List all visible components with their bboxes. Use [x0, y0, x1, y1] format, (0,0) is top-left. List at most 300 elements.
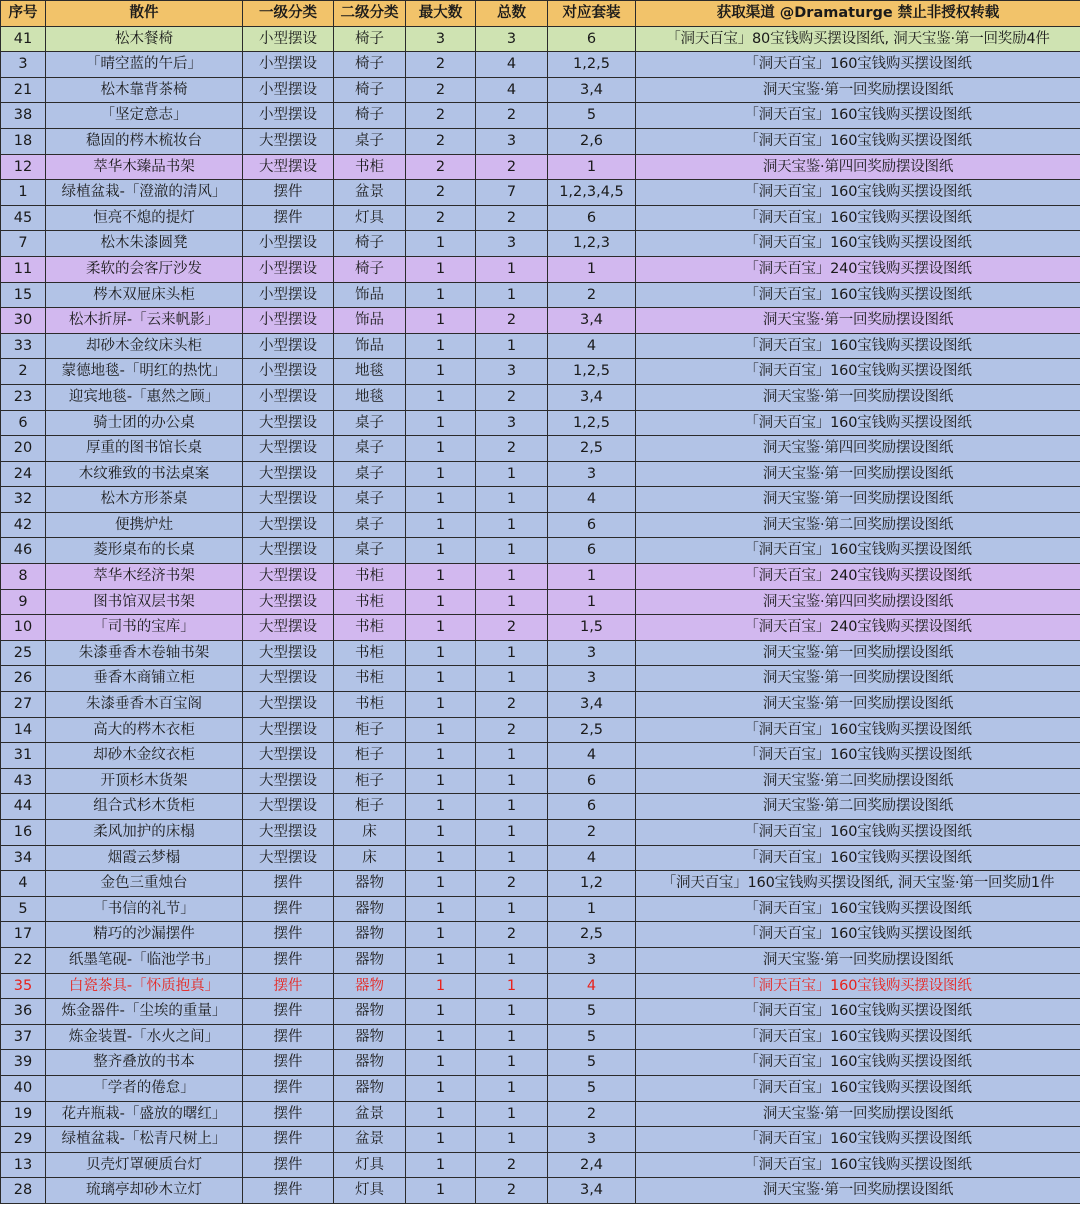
- cell-sets: 5: [548, 103, 636, 129]
- cell-category-2: 器物: [334, 1050, 406, 1076]
- cell-index: 43: [1, 768, 46, 794]
- cell-category-1: 摆件: [243, 999, 334, 1025]
- cell-sets: 3,4: [548, 692, 636, 718]
- cell-sets: 3: [548, 666, 636, 692]
- cell-sets: 3: [548, 1127, 636, 1153]
- cell-index: 36: [1, 999, 46, 1025]
- table-row: [1, 128, 1080, 154]
- cell-index: 17: [1, 922, 46, 948]
- cell-category-1: 小型摆设: [243, 333, 334, 359]
- cell-sets: 3: [548, 461, 636, 487]
- cell-index: 35: [1, 973, 46, 999]
- cell-category-2: 书柜: [334, 640, 406, 666]
- table-row: [1, 947, 1080, 973]
- table-row: [1, 666, 1080, 692]
- cell-category-1: 摆件: [243, 973, 334, 999]
- table-row: [1, 896, 1080, 922]
- table-row: [1, 180, 1080, 206]
- cell-item: 组合式杉木货柜: [46, 794, 243, 820]
- cell-total: 3: [476, 26, 548, 52]
- cell-sets: 1,2,5: [548, 410, 636, 436]
- cell-source: 「洞天百宝」160宝钱购买摆设图纸: [636, 538, 1080, 564]
- cell-max-count: 2: [406, 154, 476, 180]
- cell-index: 41: [1, 26, 46, 52]
- cell-sets: 5: [548, 1050, 636, 1076]
- cell-category-1: 大型摆设: [243, 615, 334, 641]
- cell-max-count: 1: [406, 231, 476, 257]
- cell-category-2: 器物: [334, 1024, 406, 1050]
- cell-item: 萃华木经济书架: [46, 564, 243, 590]
- table-row: [1, 717, 1080, 743]
- cell-index: 45: [1, 205, 46, 231]
- cell-total: 2: [476, 205, 548, 231]
- table-row: [1, 512, 1080, 538]
- cell-max-count: 1: [406, 384, 476, 410]
- cell-index: 10: [1, 615, 46, 641]
- cell-total: 2: [476, 871, 548, 897]
- cell-item: 金色三重烛台: [46, 871, 243, 897]
- cell-index: 30: [1, 308, 46, 334]
- cell-category-1: 小型摆设: [243, 103, 334, 129]
- cell-category-1: 小型摆设: [243, 52, 334, 78]
- cell-category-1: 大型摆设: [243, 794, 334, 820]
- cell-source: 「洞天百宝」160宝钱购买摆设图纸: [636, 820, 1080, 846]
- cell-total: 1: [476, 999, 548, 1025]
- cell-index: 19: [1, 1101, 46, 1127]
- cell-item: 白瓷茶具-「怀质抱真」: [46, 973, 243, 999]
- cell-source: 洞天宝鉴·第四回奖励摆设图纸: [636, 436, 1080, 462]
- cell-source: 洞天宝鉴·第一回奖励摆设图纸: [636, 77, 1080, 103]
- cell-category-1: 大型摆设: [243, 845, 334, 871]
- cell-sets: 4: [548, 333, 636, 359]
- table-row: [1, 973, 1080, 999]
- table-row: [1, 26, 1080, 52]
- table-row: [1, 871, 1080, 897]
- cell-index: 1: [1, 180, 46, 206]
- table-row: [1, 589, 1080, 615]
- cell-sets: 4: [548, 973, 636, 999]
- cell-category-2: 桌子: [334, 512, 406, 538]
- cell-max-count: 2: [406, 77, 476, 103]
- cell-category-1: 大型摆设: [243, 436, 334, 462]
- cell-category-2: 器物: [334, 922, 406, 948]
- cell-index: 12: [1, 154, 46, 180]
- cell-item: 却砂木金纹衣柜: [46, 743, 243, 769]
- cell-source: 洞天宝鉴·第二回奖励摆设图纸: [636, 512, 1080, 538]
- cell-category-2: 柜子: [334, 794, 406, 820]
- cell-category-2: 盆景: [334, 1101, 406, 1127]
- cell-category-1: 大型摆设: [243, 564, 334, 590]
- cell-sets: 6: [548, 794, 636, 820]
- table-body: [1, 26, 1080, 1203]
- cell-total: 1: [476, 1127, 548, 1153]
- table-row: [1, 1178, 1080, 1204]
- cell-category-1: 摆件: [243, 1127, 334, 1153]
- cell-item: 琉璃亭却砂木立灯: [46, 1178, 243, 1204]
- cell-category-1: 摆件: [243, 871, 334, 897]
- cell-total: 1: [476, 333, 548, 359]
- cell-max-count: 1: [406, 1178, 476, 1204]
- cell-source: 洞天宝鉴·第一回奖励摆设图纸: [636, 640, 1080, 666]
- cell-category-1: 小型摆设: [243, 308, 334, 334]
- cell-total: 1: [476, 256, 548, 282]
- cell-sets: 4: [548, 845, 636, 871]
- cell-total: 3: [476, 359, 548, 385]
- cell-sets: 2: [548, 820, 636, 846]
- cell-source: 「洞天百宝」160宝钱购买摆设图纸: [636, 896, 1080, 922]
- cell-max-count: 1: [406, 845, 476, 871]
- cell-max-count: 1: [406, 999, 476, 1025]
- cell-sets: 1,2: [548, 871, 636, 897]
- cell-item: 便携炉灶: [46, 512, 243, 538]
- cell-source: 洞天宝鉴·第二回奖励摆设图纸: [636, 794, 1080, 820]
- table-row: [1, 615, 1080, 641]
- cell-source: 「洞天百宝」160宝钱购买摆设图纸: [636, 845, 1080, 871]
- cell-max-count: 1: [406, 717, 476, 743]
- cell-index: 2: [1, 359, 46, 385]
- cell-source: 洞天宝鉴·第一回奖励摆设图纸: [636, 692, 1080, 718]
- cell-category-1: 摆件: [243, 1101, 334, 1127]
- table-row: [1, 103, 1080, 129]
- cell-index: 18: [1, 128, 46, 154]
- table-row: [1, 922, 1080, 948]
- cell-source: 洞天宝鉴·第四回奖励摆设图纸: [636, 589, 1080, 615]
- cell-category-1: 大型摆设: [243, 768, 334, 794]
- cell-sets: 6: [548, 26, 636, 52]
- cell-category-1: 大型摆设: [243, 410, 334, 436]
- cell-category-2: 器物: [334, 871, 406, 897]
- cell-source: 洞天宝鉴·第一回奖励摆设图纸: [636, 666, 1080, 692]
- cell-max-count: 1: [406, 589, 476, 615]
- table-row: [1, 154, 1080, 180]
- cell-total: 1: [476, 743, 548, 769]
- cell-max-count: 1: [406, 436, 476, 462]
- cell-source: 「洞天百宝」160宝钱购买摆设图纸: [636, 231, 1080, 257]
- table-row: [1, 205, 1080, 231]
- cell-category-1: 大型摆设: [243, 820, 334, 846]
- table-row: [1, 1024, 1080, 1050]
- cell-source: 「洞天百宝」160宝钱购买摆设图纸: [636, 180, 1080, 206]
- cell-sets: 2: [548, 282, 636, 308]
- cell-max-count: 1: [406, 308, 476, 334]
- cell-category-1: 大型摆设: [243, 743, 334, 769]
- cell-source: 洞天宝鉴·第一回奖励摆设图纸: [636, 384, 1080, 410]
- cell-category-2: 书柜: [334, 615, 406, 641]
- cell-index: 8: [1, 564, 46, 590]
- cell-max-count: 2: [406, 128, 476, 154]
- cell-sets: 2: [548, 1101, 636, 1127]
- cell-category-2: 椅子: [334, 256, 406, 282]
- cell-total: 2: [476, 922, 548, 948]
- cell-category-2: 器物: [334, 999, 406, 1025]
- table-row: [1, 692, 1080, 718]
- header-row: [1, 1, 1080, 27]
- cell-item: 却砂木金纹床头柜: [46, 333, 243, 359]
- cell-max-count: 1: [406, 640, 476, 666]
- cell-category-1: 大型摆设: [243, 512, 334, 538]
- cell-total: 3: [476, 410, 548, 436]
- cell-category-1: 摆件: [243, 1024, 334, 1050]
- cell-item: 恒亮不熄的提灯: [46, 205, 243, 231]
- cell-max-count: 2: [406, 103, 476, 129]
- cell-sets: 1: [548, 154, 636, 180]
- cell-sets: 1,2,3: [548, 231, 636, 257]
- cell-category-1: 大型摆设: [243, 154, 334, 180]
- cell-source: 「洞天百宝」160宝钱购买摆设图纸: [636, 282, 1080, 308]
- cell-total: 2: [476, 1152, 548, 1178]
- table-row: [1, 1050, 1080, 1076]
- cell-total: 1: [476, 538, 548, 564]
- cell-item: 松木靠背茶椅: [46, 77, 243, 103]
- cell-index: 25: [1, 640, 46, 666]
- cell-max-count: 1: [406, 871, 476, 897]
- cell-max-count: 1: [406, 820, 476, 846]
- cell-index: 14: [1, 717, 46, 743]
- cell-source: 「洞天百宝」160宝钱购买摆设图纸: [636, 205, 1080, 231]
- cell-category-2: 椅子: [334, 77, 406, 103]
- cell-item: 「学者的倦怠」: [46, 1075, 243, 1101]
- cell-total: 2: [476, 692, 548, 718]
- cell-index: 7: [1, 231, 46, 257]
- table-row: [1, 333, 1080, 359]
- cell-total: 1: [476, 896, 548, 922]
- cell-item: 高大的梣木衣柜: [46, 717, 243, 743]
- cell-sets: 2,5: [548, 717, 636, 743]
- cell-item: 萃华木臻品书架: [46, 154, 243, 180]
- cell-item: 木纹雅致的书法桌案: [46, 461, 243, 487]
- cell-total: 2: [476, 436, 548, 462]
- cell-category-1: 摆件: [243, 896, 334, 922]
- cell-max-count: 1: [406, 1101, 476, 1127]
- cell-category-2: 桌子: [334, 461, 406, 487]
- cell-total: 1: [476, 947, 548, 973]
- cell-source: 「洞天百宝」160宝钱购买摆设图纸: [636, 1050, 1080, 1076]
- cell-total: 1: [476, 666, 548, 692]
- cell-source: 洞天宝鉴·第一回奖励摆设图纸: [636, 947, 1080, 973]
- table-row: [1, 231, 1080, 257]
- cell-item: 精巧的沙漏摆件: [46, 922, 243, 948]
- cell-index: 38: [1, 103, 46, 129]
- cell-total: 4: [476, 52, 548, 78]
- cell-max-count: 1: [406, 1127, 476, 1153]
- cell-source: 洞天宝鉴·第一回奖励摆设图纸: [636, 461, 1080, 487]
- cell-total: 1: [476, 768, 548, 794]
- cell-sets: 6: [548, 205, 636, 231]
- cell-item: 垂香木商铺立柜: [46, 666, 243, 692]
- cell-category-2: 书柜: [334, 154, 406, 180]
- cell-item: 开顶杉木货架: [46, 768, 243, 794]
- cell-sets: 5: [548, 999, 636, 1025]
- cell-category-2: 桌子: [334, 538, 406, 564]
- cell-category-1: 摆件: [243, 947, 334, 973]
- cell-index: 33: [1, 333, 46, 359]
- cell-max-count: 1: [406, 564, 476, 590]
- cell-total: 1: [476, 794, 548, 820]
- cell-sets: 3,4: [548, 77, 636, 103]
- cell-category-1: 摆件: [243, 1075, 334, 1101]
- cell-category-2: 灯具: [334, 1152, 406, 1178]
- cell-sets: 5: [548, 1075, 636, 1101]
- cell-source: 「洞天百宝」160宝钱购买摆设图纸: [636, 973, 1080, 999]
- table-row: [1, 743, 1080, 769]
- cell-item: 炼金装置-「水火之间」: [46, 1024, 243, 1050]
- cell-total: 1: [476, 589, 548, 615]
- cell-max-count: 1: [406, 692, 476, 718]
- table-row: [1, 52, 1080, 78]
- cell-item: 「坚定意志」: [46, 103, 243, 129]
- cell-index: 4: [1, 871, 46, 897]
- cell-category-2: 灯具: [334, 1178, 406, 1204]
- cell-category-2: 器物: [334, 1075, 406, 1101]
- cell-index: 3: [1, 52, 46, 78]
- cell-total: 3: [476, 128, 548, 154]
- cell-category-1: 小型摆设: [243, 256, 334, 282]
- cell-source: 「洞天百宝」160宝钱购买摆设图纸: [636, 922, 1080, 948]
- table-row: [1, 1127, 1080, 1153]
- cell-max-count: 1: [406, 1075, 476, 1101]
- cell-source: 洞天宝鉴·第一回奖励摆设图纸: [636, 1101, 1080, 1127]
- cell-max-count: 1: [406, 666, 476, 692]
- cell-item: 菱形桌布的长桌: [46, 538, 243, 564]
- table-row: [1, 820, 1080, 846]
- table-row: [1, 999, 1080, 1025]
- table-row: [1, 77, 1080, 103]
- cell-index: 6: [1, 410, 46, 436]
- cell-source: 「洞天百宝」240宝钱购买摆设图纸: [636, 564, 1080, 590]
- table-row: [1, 640, 1080, 666]
- cell-max-count: 1: [406, 947, 476, 973]
- header-category-2: 二级分类: [334, 1, 406, 27]
- cell-source: 「洞天百宝」160宝钱购买摆设图纸: [636, 1152, 1080, 1178]
- cell-max-count: 1: [406, 615, 476, 641]
- cell-category-1: 小型摆设: [243, 231, 334, 257]
- cell-total: 1: [476, 973, 548, 999]
- cell-category-1: 摆件: [243, 180, 334, 206]
- cell-category-2: 书柜: [334, 564, 406, 590]
- cell-index: 5: [1, 896, 46, 922]
- table-row: [1, 359, 1080, 385]
- cell-source: 洞天宝鉴·第四回奖励摆设图纸: [636, 154, 1080, 180]
- cell-total: 1: [476, 564, 548, 590]
- cell-source: 「洞天百宝」160宝钱购买摆设图纸: [636, 333, 1080, 359]
- cell-category-2: 桌子: [334, 128, 406, 154]
- cell-index: 21: [1, 77, 46, 103]
- cell-total: 1: [476, 845, 548, 871]
- cell-category-2: 椅子: [334, 231, 406, 257]
- cell-max-count: 2: [406, 180, 476, 206]
- cell-category-2: 饰品: [334, 308, 406, 334]
- cell-item: 绿植盆栽-「松青尺树上」: [46, 1127, 243, 1153]
- cell-category-2: 床: [334, 845, 406, 871]
- cell-max-count: 1: [406, 794, 476, 820]
- table-row: [1, 794, 1080, 820]
- cell-category-1: 大型摆设: [243, 538, 334, 564]
- cell-category-1: 摆件: [243, 205, 334, 231]
- cell-item: 朱漆垂香木百宝阁: [46, 692, 243, 718]
- header-sets: 对应套装: [548, 1, 636, 27]
- cell-total: 1: [476, 512, 548, 538]
- cell-source: 「洞天百宝」160宝钱购买摆设图纸: [636, 359, 1080, 385]
- cell-max-count: 1: [406, 333, 476, 359]
- table-row: [1, 256, 1080, 282]
- cell-sets: 6: [548, 538, 636, 564]
- table-row: [1, 1075, 1080, 1101]
- cell-total: 2: [476, 1178, 548, 1204]
- cell-max-count: 1: [406, 256, 476, 282]
- header-category-1: 一级分类: [243, 1, 334, 27]
- cell-category-2: 灯具: [334, 205, 406, 231]
- cell-item: 迎宾地毯-「惠然之顾」: [46, 384, 243, 410]
- cell-category-2: 书柜: [334, 589, 406, 615]
- cell-source: 洞天宝鉴·第一回奖励摆设图纸: [636, 1178, 1080, 1204]
- cell-max-count: 1: [406, 282, 476, 308]
- cell-index: 22: [1, 947, 46, 973]
- cell-category-1: 大型摆设: [243, 717, 334, 743]
- cell-sets: 3,4: [548, 384, 636, 410]
- cell-max-count: 1: [406, 743, 476, 769]
- cell-max-count: 3: [406, 26, 476, 52]
- cell-index: 11: [1, 256, 46, 282]
- cell-index: 16: [1, 820, 46, 846]
- cell-source: 「洞天百宝」160宝钱购买摆设图纸: [636, 410, 1080, 436]
- cell-source: 「洞天百宝」160宝钱购买摆设图纸: [636, 128, 1080, 154]
- cell-index: 44: [1, 794, 46, 820]
- table-row: [1, 845, 1080, 871]
- cell-total: 3: [476, 231, 548, 257]
- table-row: [1, 282, 1080, 308]
- cell-source: 「洞天百宝」160宝钱购买摆设图纸: [636, 743, 1080, 769]
- cell-index: 39: [1, 1050, 46, 1076]
- cell-source: 「洞天百宝」160宝钱购买摆设图纸: [636, 717, 1080, 743]
- cell-category-1: 大型摆设: [243, 640, 334, 666]
- cell-item: 绿植盆栽-「澄澈的清风」: [46, 180, 243, 206]
- header-source: 获取渠道 @Dramaturge 禁止非授权转载: [636, 1, 1080, 27]
- cell-category-1: 小型摆设: [243, 359, 334, 385]
- cell-total: 1: [476, 282, 548, 308]
- cell-category-2: 地毯: [334, 384, 406, 410]
- cell-total: 1: [476, 1050, 548, 1076]
- cell-sets: 2,4: [548, 1152, 636, 1178]
- cell-index: 29: [1, 1127, 46, 1153]
- cell-sets: 2,5: [548, 922, 636, 948]
- cell-category-1: 大型摆设: [243, 692, 334, 718]
- cell-category-2: 器物: [334, 947, 406, 973]
- cell-item: 梣木双屉床头柜: [46, 282, 243, 308]
- cell-item: 烟霞云梦榻: [46, 845, 243, 871]
- cell-source: 「洞天百宝」160宝钱购买摆设图纸: [636, 52, 1080, 78]
- cell-sets: 1: [548, 564, 636, 590]
- cell-item: 柔风加护的床榻: [46, 820, 243, 846]
- cell-category-1: 大型摆设: [243, 487, 334, 513]
- header-index: 序号: [1, 1, 46, 27]
- cell-max-count: 1: [406, 1152, 476, 1178]
- cell-category-2: 饰品: [334, 282, 406, 308]
- table-row: [1, 564, 1080, 590]
- cell-source: 「洞天百宝」160宝钱购买摆设图纸: [636, 103, 1080, 129]
- cell-sets: 1: [548, 896, 636, 922]
- cell-source: 「洞天百宝」160宝钱购买摆设图纸: [636, 1024, 1080, 1050]
- cell-category-1: 小型摆设: [243, 282, 334, 308]
- cell-category-1: 大型摆设: [243, 589, 334, 615]
- table-row: [1, 538, 1080, 564]
- cell-max-count: 1: [406, 973, 476, 999]
- cell-max-count: 1: [406, 922, 476, 948]
- cell-index: 40: [1, 1075, 46, 1101]
- cell-total: 1: [476, 820, 548, 846]
- cell-total: 1: [476, 487, 548, 513]
- cell-source: 「洞天百宝」80宝钱购买摆设图纸, 洞天宝鉴·第一回奖励4件: [636, 26, 1080, 52]
- table-row: [1, 1152, 1080, 1178]
